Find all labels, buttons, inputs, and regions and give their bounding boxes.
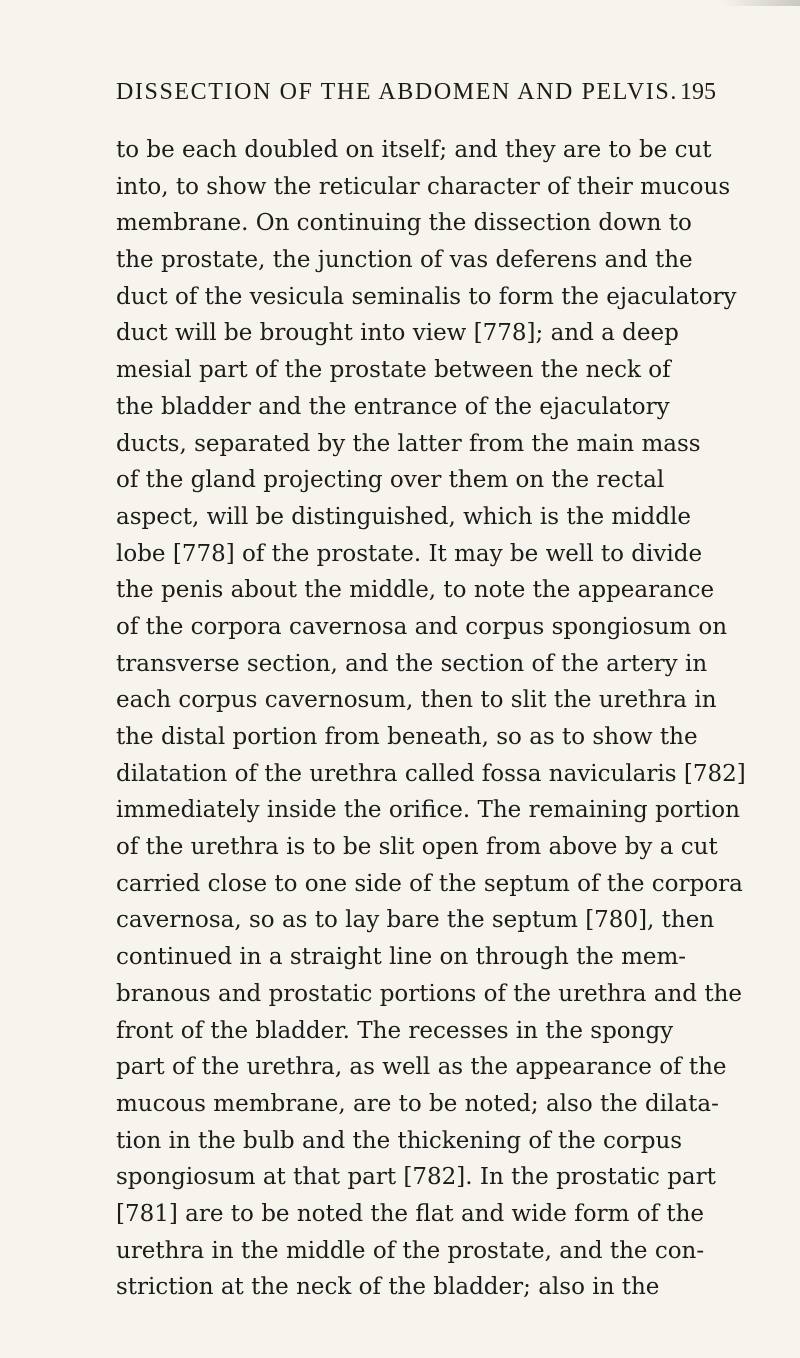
text-line-content: branous and prostatic portions of the urethra and the [116,980,742,1007]
text-line [116,242,728,279]
page-number: 195 [680,79,716,105]
text-line-content: into, to show the reticular character of their mucous [116,173,731,200]
text-line [116,976,742,1013]
text-line [116,499,728,536]
text-line [116,939,728,976]
text-line [116,536,728,573]
page-edge-shadow [720,0,800,6]
text-line-content: cavernosa, so as to lay bare the septum [780], then [116,907,715,934]
text-line-content: duct will be brought into view [778]; and a deep [116,320,679,347]
text-line [116,1013,728,1050]
text-line-content: to be each doubled on itself; and they are to be cut [116,137,712,163]
text-line-content: transverse section, and the section of the artery in [116,650,708,677]
text-line [116,609,728,646]
text-line-content: dilatation of the urethra called fossa navicularis [782] [116,760,746,787]
text-line [116,1049,728,1086]
text-line [116,902,728,939]
text-line-content: duct of the vesicula seminalis to form the ejaculatory [116,283,737,310]
text-line [116,756,746,793]
text-line-content: part of the urethra, as well as the appearance of the [116,1054,727,1081]
text-line [116,132,728,169]
text-line [116,1269,728,1306]
text-line [116,572,728,609]
text-line [116,279,737,316]
text-line-content: the bladder and the entrance of the ejaculatory [116,393,670,420]
text-line-content: continued in a straight line on through the mem- [116,944,687,971]
text-line-content: lobe [778] of the prostate. It may be well to divide [116,540,703,567]
text-line-content: mesial part of the prostate between the neck of [116,357,671,384]
text-line-content: front of the bladder. The recesses in the spongy [116,1017,674,1044]
text-line-content: immediately inside the orifice. The remaining portion [116,797,740,824]
running-head: DISSECTION OF THE ABDOMEN AND PELVIS. [116,79,678,105]
text-line [116,719,728,756]
text-line-content: carried close to one side of the septum of the corpora [116,870,743,897]
text-line [116,1086,728,1123]
text-line-content: mucous membrane, are to be noted; also the dilata- [116,1090,719,1117]
text-line-content: [781] are to be noted the flat and wide form of the [116,1200,705,1227]
text-line [116,1123,728,1160]
text-line-content: striction at the neck of the bladder; also in the [116,1274,660,1301]
text-line-content: each corpus cavernosum, then to slit the urethra in [116,687,717,714]
text-line-content: ducts, separated by the latter from the main mass [116,430,701,457]
text-line [116,682,728,719]
text-line-content: of the urethra is to be slit open from above by a cut [116,834,718,861]
text-line-content: of the corpora cavernosa and corpus spongiosum on [116,613,728,640]
text-line [116,205,728,242]
text-line-content: the distal portion from beneath, so as to show the [116,724,698,750]
text-line [116,646,728,683]
text-line [116,169,731,206]
text-line-content: the prostate, the junction of vas deferens and the [116,247,693,274]
text-line [116,866,743,903]
text-line [116,1159,728,1196]
text-line [116,352,728,389]
text-line-content: aspect, will be distinguished, which is the middle [116,503,691,530]
text-line [116,1196,728,1233]
page-header [116,72,716,112]
text-line [116,315,728,352]
text-line-content: of the gland projecting over them on the rectal [116,467,665,494]
text-line-content: membrane. On continuing the dissection down to [116,210,692,237]
text-line [116,389,728,426]
text-line [116,829,728,866]
body-text [116,132,746,1306]
text-line [116,426,728,463]
text-line [116,462,728,499]
text-line-content: urethra in the middle of the prostate, and the con- [116,1237,705,1264]
text-line-content: spongiosum at that part [782]. In the prostatic part [116,1164,716,1191]
text-line-content: tion in the bulb and the thickening of the corpus [116,1127,683,1154]
text-line-content: the penis about the middle, to note the appearance [116,577,715,604]
text-line [116,1233,728,1270]
text-line [116,792,740,829]
